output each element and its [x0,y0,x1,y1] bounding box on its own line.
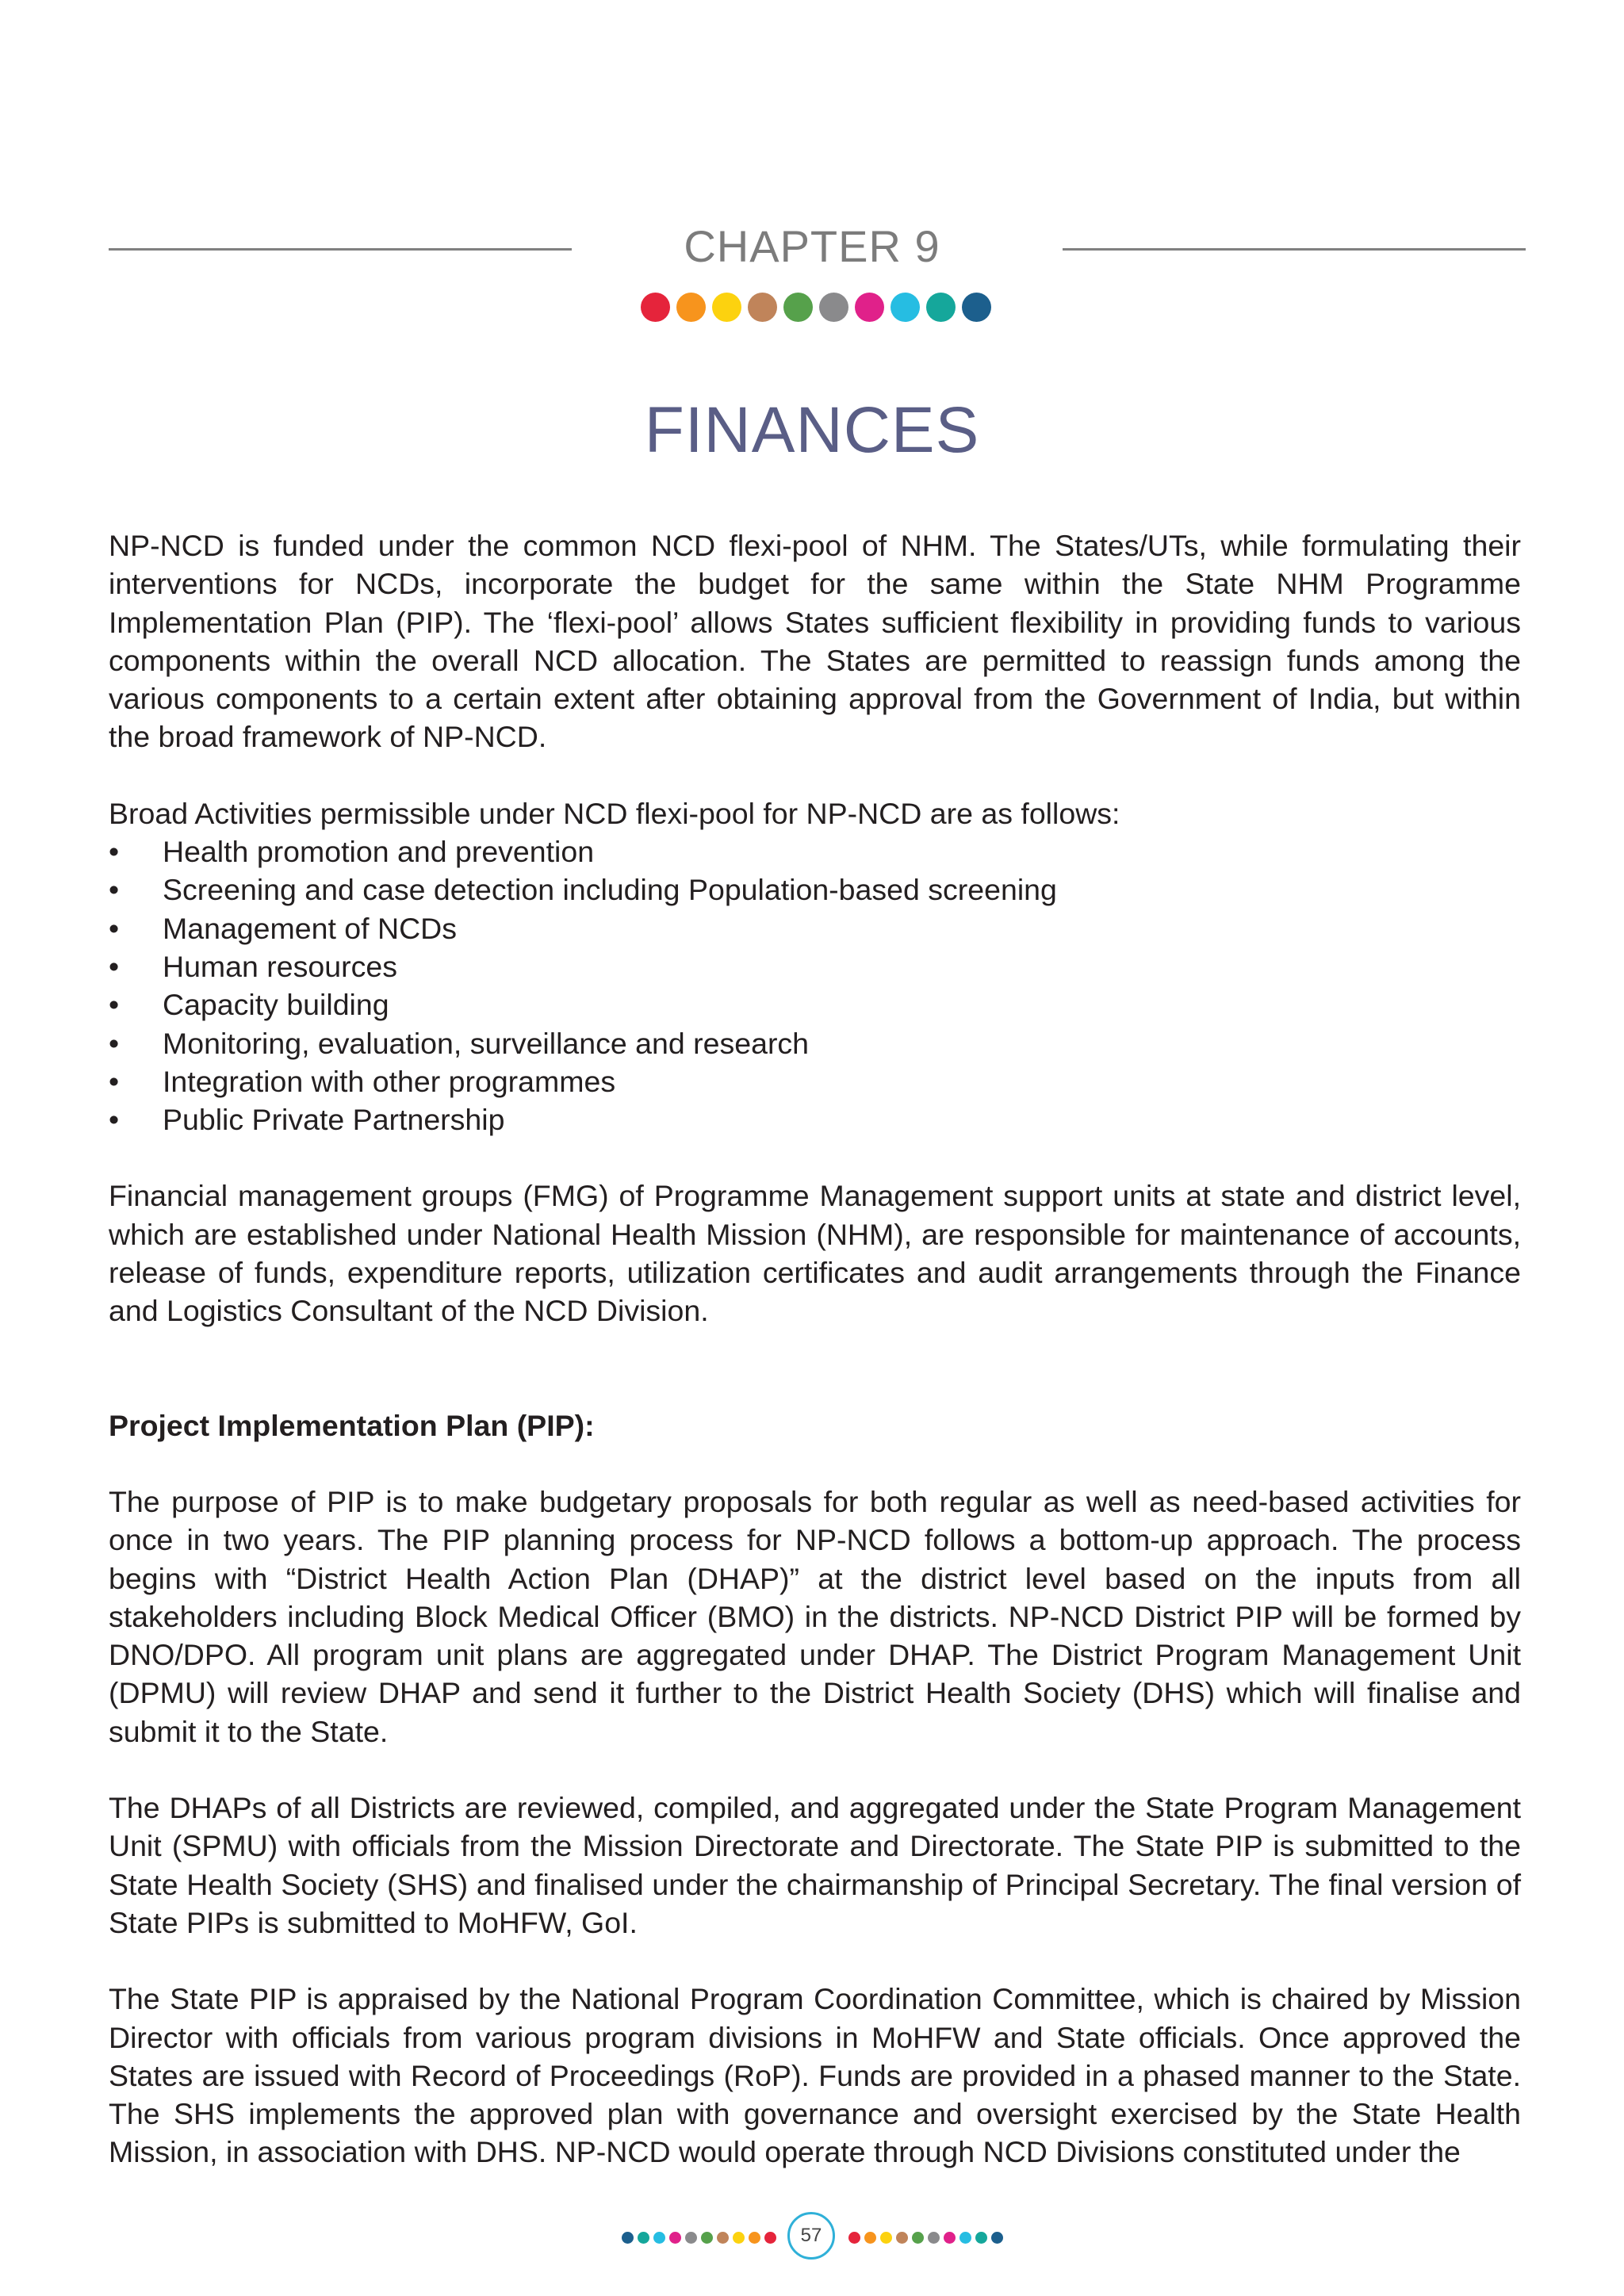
footer-dot-right-1 [848,2232,860,2244]
chapter-dot-5 [783,293,813,322]
chapter-dot-6 [819,293,848,322]
footer-dot-left-4 [669,2232,681,2244]
footer-dots-left [622,2232,776,2244]
footer-dot-right-2 [864,2232,876,2244]
footer-dot-right-3 [880,2232,892,2244]
footer-dot-right-4 [896,2232,908,2244]
pip-paragraph-1: The purpose of PIP is to make budgetary proposals for both regular as well as need-based activities for once in two years. The PIP planning process for NP-NCD follows a bottom-up approach. The process begins with “District Health Action Plan (DHAP)” at the district level based on the inputs from all stakeholders including Block Medical Officer (BMO) in the districts. NP-NCD District PIP will be formed by DNO/DPO. All program unit plans are aggregated under DHAP. The District Program Management Unit (DPMU) will review DHAP and send it further to the District Health Society (DHS) which will finalise and submit it to the State. [109,1484,1521,1748]
list-item-text: Capacity building [163,988,389,1022]
footer-dot-left-6 [701,2232,713,2244]
list-item [109,1062,1521,1100]
footer-dot-left-1 [622,2232,634,2244]
list-item [109,1100,1521,1138]
list-item [109,947,1521,985]
bullet-icon: • [109,835,120,869]
bullet-icon: • [109,1103,120,1137]
page-title: FINANCES [644,394,980,466]
list-item [109,985,1521,1024]
list-item-text: Public Private Partnership [163,1103,505,1137]
chapter-label: CHAPTER 9 [684,221,940,271]
activities-intro: Broad Activities permissible under NCD flexi-pool for NP-NCD are as follows: [109,796,1120,830]
pip-paragraph-3: The State PIP is appraised by the National Program Coordination Committee, which is chaired by Mission Director with officials from various program divisions in MoHFW and State officials. Once approved the States are issued with Record of Proceedings (RoP). Funds are provided in a phased manner to the State. The SHS implements the approved plan with governance and oversight exercised by the State Health Mission, in association with DHS. NP-NCD would operate through NCD Divisions constituted under the [109,1982,1521,2169]
footer-dot-right-8 [959,2232,971,2244]
footer-dot-left-2 [638,2232,649,2244]
footer-dots-right [848,2232,1003,2244]
chapter-dot-3 [712,293,741,322]
footer-dot-right-7 [944,2232,956,2244]
chapter-rule-left [109,248,572,251]
list-item [109,832,1521,871]
footer-dot-right-6 [928,2232,940,2244]
page-number: 57 [787,2212,835,2260]
footer-dot-left-7 [717,2232,729,2244]
bullet-icon: • [109,949,120,983]
bullet-icon: • [109,873,120,907]
footer-dot-left-9 [749,2232,760,2244]
footer-dot-left-3 [653,2232,665,2244]
bullet-icon: • [109,1064,120,1098]
main-content [109,526,1521,2172]
list-item-text: Integration with other programmes [163,1064,616,1098]
pip-paragraph-2: The DHAPs of all Districts are reviewed, compiled, and aggregated under the State Program Management Unit (SPMU) with officials from the Mission Directorate and Directorate. The State PIP is submitted to the State Health Society (SHS) and finalised under the chairmanship of Principal Secretary. The final version of State PIPs is submitted to MoHFW, GoI. [109,1791,1521,1939]
footer-dot-right-9 [975,2232,987,2244]
footer-dot-left-10 [764,2232,776,2244]
list-item-text: Monitoring, evaluation, surveillance and research [163,1026,810,1060]
intro-paragraph: NP-NCD is funded under the common NCD flexi-pool of NHM. The States/UTs, while formulating their interventions for NCDs, incorporate the budget for the same within the State NHM Programme Implementation Plan (PIP). The ‘flexi-pool’ allows States sufficient flexibility in providing funds to various components within the overall NCD allocation. The States are permitted to reassign funds among the various components to a certain extent after obtaining approval from the Government of India, but within the broad framework of NP-NCD. [109,529,1521,754]
bullet-icon: • [109,911,120,945]
footer-dot-left-5 [685,2232,697,2244]
list-item-text: Screening and case detection including Population-based screening [163,873,1057,907]
bullet-icon: • [109,1026,120,1060]
list-item [109,871,1521,909]
list-item-text: Human resources [163,949,397,983]
chapter-dot-7 [855,293,884,322]
footer-dot-right-5 [912,2232,924,2244]
chapter-dot-8 [891,293,920,322]
chapter-color-dots [641,293,991,322]
pip-heading: Project Implementation Plan (PIP): [109,1408,595,1442]
chapter-dot-2 [676,293,706,322]
chapter-dot-10 [962,293,991,322]
page-footer [0,2212,1624,2266]
list-item-text: Health promotion and prevention [163,835,595,869]
footer-dot-left-8 [733,2232,745,2244]
chapter-rule-right [1063,248,1526,251]
list-item-text: Management of NCDs [163,911,457,945]
activities-list [109,832,1521,1138]
chapter-dot-1 [641,293,670,322]
chapter-dot-4 [748,293,777,322]
list-item [109,1024,1521,1062]
fmg-paragraph: Financial management groups (FMG) of Programme Management support units at state and district level, which are established under National Health Mission (NHM), are responsible for maintenance of accounts, release of funds, expenditure reports, utilization certificates and audit arrangements through the Finance and Logistics Consultant of the NCD Division. [109,1179,1521,1328]
list-item [109,909,1521,947]
footer-dot-right-10 [991,2232,1003,2244]
chapter-dot-9 [926,293,956,322]
bullet-icon: • [109,988,120,1022]
